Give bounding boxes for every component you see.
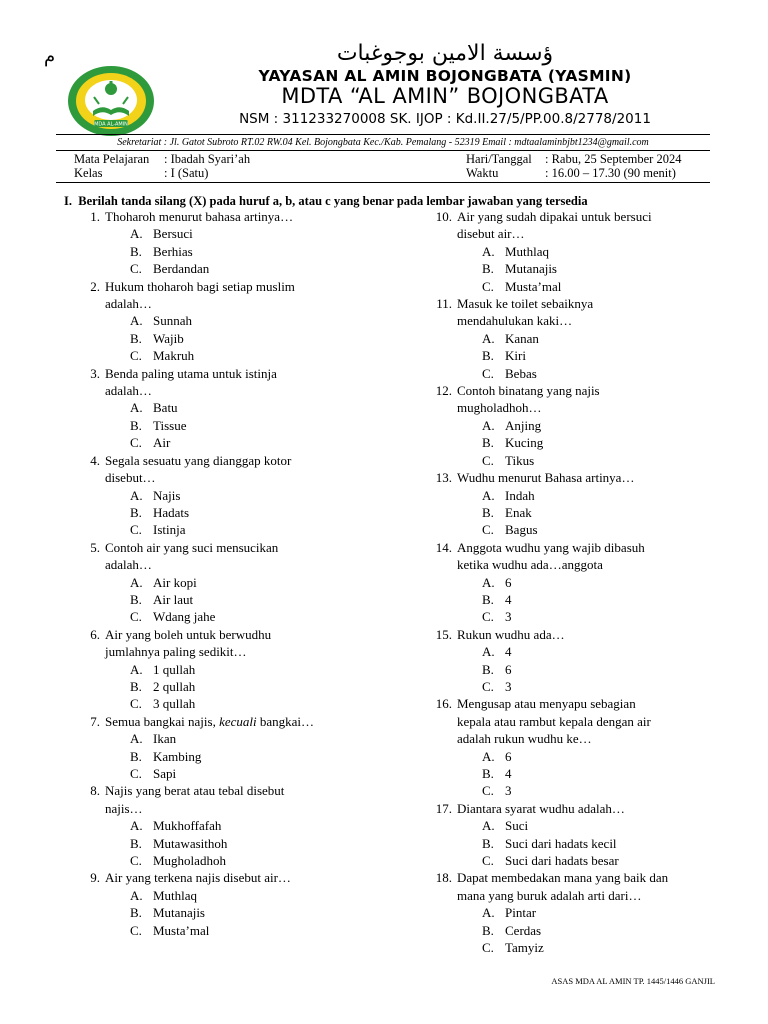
answer-options (457, 748, 722, 800)
answer-options (105, 730, 410, 782)
question-item (80, 713, 410, 783)
answer-option (482, 452, 722, 469)
option-letter: A. (482, 574, 495, 590)
option-text: 3 (505, 678, 512, 694)
option-text: Kucing (505, 435, 544, 451)
answer-options (105, 225, 410, 277)
class-row (74, 166, 208, 181)
option-text: Mutawasithoh (153, 835, 228, 851)
answer-option (130, 817, 410, 834)
option-letter: C. (482, 678, 494, 694)
question-text: disebut air… (457, 226, 525, 242)
question-text: adalah… (105, 557, 152, 573)
option-text: Bagus (505, 522, 538, 538)
option-text: 3 (505, 609, 512, 625)
option-letter: C. (482, 853, 494, 869)
question-number: 17. (435, 800, 452, 816)
answer-option (130, 887, 410, 904)
option-text: Sapi (153, 766, 177, 781)
option-letter: A. (130, 818, 143, 834)
answer-option (482, 487, 722, 504)
answer-option (482, 591, 722, 608)
date-value: : Rabu, 25 September 2024 (545, 152, 682, 166)
option-letter: A. (482, 330, 495, 346)
question-text: Semua bangkai najis, kecuali bangkai… (105, 713, 315, 729)
option-text: Najis (153, 487, 181, 503)
option-text: Makruh (153, 348, 195, 364)
answer-option (482, 278, 722, 295)
option-text: Mutanajis (153, 905, 205, 921)
answer-option (482, 434, 722, 451)
answer-options (105, 487, 410, 539)
time-value: : 16.00 – 17.30 (90 menit) (545, 166, 676, 180)
option-text: Indah (505, 487, 535, 503)
option-letter: A. (482, 417, 495, 433)
foundation-name: YAYASAN AL AMIN BOJONGBATA (YASMIN) (258, 67, 632, 85)
option-letter: C. (482, 940, 494, 956)
option-letter: C. (482, 609, 494, 625)
question-number: 8. (90, 783, 100, 799)
question-item (432, 295, 722, 382)
option-text: Muthlaq (505, 243, 550, 259)
question-text: Air yang boleh untuk berwudhu (105, 626, 272, 642)
question-number: 5. (90, 539, 100, 555)
question-text: jumlahnya paling sedikit… (105, 644, 247, 660)
option-text: Anjing (505, 417, 542, 433)
section-number: I. (64, 194, 72, 208)
question-number: 16. (435, 696, 452, 712)
question-text: Masuk ke toilet sebaiknya (457, 296, 594, 312)
option-text: Wdang jahe (153, 609, 216, 625)
school-name: MDTA “AL AMIN” BOJONGBATA (281, 84, 609, 108)
option-text: Batu (153, 400, 178, 416)
answer-option (130, 730, 410, 747)
option-letter: B. (130, 504, 142, 520)
option-text: 6 (505, 574, 512, 590)
answer-option (130, 591, 410, 608)
option-letter: C. (482, 365, 494, 381)
question-number: 2. (90, 278, 100, 294)
option-letter: C. (130, 348, 142, 364)
option-letter: B. (130, 591, 142, 607)
option-letter: A. (130, 661, 143, 677)
option-text: Istinja (153, 522, 186, 538)
emphasis-word: kecuali (219, 713, 257, 729)
answer-option (482, 748, 722, 765)
option-letter: A. (130, 313, 143, 329)
answer-option (130, 487, 410, 504)
answer-option (482, 678, 722, 695)
answer-option (130, 399, 410, 416)
option-letter: B. (130, 330, 142, 346)
question-number: 14. (435, 539, 452, 555)
option-letter: A. (130, 887, 143, 903)
option-text: Musta’mal (505, 278, 562, 294)
option-text: Bersuci (153, 226, 193, 242)
section-heading (64, 194, 588, 209)
question-text: Contoh binatang yang najis (457, 383, 600, 399)
question-item (432, 869, 722, 956)
option-letter: B. (482, 348, 494, 364)
answer-option (482, 260, 722, 277)
answer-option (130, 661, 410, 678)
option-letter: A. (482, 818, 495, 834)
question-text: Air yang terkena najis disebut air… (105, 870, 291, 886)
question-text: Contoh air yang suci mensucikan (105, 539, 279, 555)
answer-options (105, 661, 410, 713)
question-item (432, 626, 722, 696)
corner-mark: م (44, 46, 56, 66)
option-letter: C. (130, 435, 142, 451)
option-text: Tikus (505, 452, 535, 468)
time-row (466, 166, 676, 181)
question-text: adalah rukun wudhu ke… (457, 731, 592, 747)
answer-option (482, 365, 722, 382)
question-number: 18. (435, 870, 452, 886)
option-text: Air laut (153, 591, 194, 607)
option-letter: C. (130, 522, 142, 538)
answer-option (130, 225, 410, 242)
question-item (80, 278, 410, 365)
option-text: 2 qullah (153, 678, 196, 694)
question-item (80, 452, 410, 539)
answer-options (105, 817, 410, 869)
answer-option (130, 678, 410, 695)
option-text: Air kopi (153, 574, 197, 590)
question-number: 3. (90, 365, 100, 381)
question-item (432, 208, 722, 295)
option-text: Suci dari hadats kecil (505, 835, 617, 851)
answer-option (482, 347, 722, 364)
question-text: mana yang buruk adalah arti dari… (457, 887, 642, 903)
answer-option (130, 922, 410, 939)
answer-options (105, 312, 410, 364)
question-text: Segala sesuatu yang dianggap kotor (105, 452, 292, 468)
question-number: 4. (90, 452, 100, 468)
answer-option (130, 312, 410, 329)
answer-option (130, 243, 410, 260)
answer-option (482, 243, 722, 260)
question-number: 1. (90, 209, 100, 224)
questions-left-column (80, 208, 410, 939)
logo-caption: MDA AL-AMIN (94, 121, 128, 128)
option-text: Mukhoffafah (153, 818, 222, 834)
option-text: Kiri (505, 348, 526, 364)
question-number: 10. (435, 209, 452, 224)
header-divider-middle (56, 150, 710, 151)
answer-option (130, 434, 410, 451)
question-text: Benda paling utama untuk istinja (105, 365, 277, 381)
question-text: Najis yang berat atau tebal disebut (105, 783, 285, 799)
option-letter: A. (482, 243, 495, 259)
answer-option (482, 939, 722, 956)
subject-row (74, 152, 250, 167)
option-text: Tamyiz (505, 940, 544, 956)
answer-option (482, 922, 722, 939)
option-letter: B. (130, 678, 142, 694)
question-number: 15. (435, 626, 452, 642)
question-item (432, 539, 722, 626)
answer-option (482, 782, 722, 799)
question-text: Dapat membedakan mana yang baik dan (457, 870, 669, 886)
option-letter: B. (482, 261, 494, 277)
option-text: Berhias (153, 243, 193, 259)
option-text: Sunnah (153, 313, 192, 329)
section-instruction: Berilah tanda silang (X) pada huruf a, b, atau c yang benar pada lembar jawaban yang tersedia (78, 194, 588, 208)
question-number: 7. (90, 713, 100, 729)
option-letter: C. (482, 522, 494, 538)
option-text: 4 (505, 644, 512, 660)
questions-right-column (432, 208, 722, 956)
option-letter: A. (130, 400, 143, 416)
option-letter: A. (130, 574, 143, 590)
answer-option (130, 695, 410, 712)
answer-options (457, 487, 722, 539)
option-letter: A. (482, 748, 495, 764)
answer-option (130, 521, 410, 538)
option-letter: C. (130, 261, 142, 277)
answer-options (457, 243, 722, 295)
option-letter: B. (482, 435, 494, 451)
option-letter: C. (130, 853, 142, 869)
answer-option (130, 504, 410, 521)
option-text: Musta’mal (153, 922, 210, 938)
info-divider (56, 182, 710, 183)
question-item (432, 695, 722, 799)
option-letter: A. (130, 731, 143, 747)
question-number: 9. (90, 870, 100, 886)
option-letter: C. (482, 783, 494, 799)
answer-option (130, 574, 410, 591)
answer-option (130, 852, 410, 869)
option-text: Air (153, 435, 171, 451)
school-logo (66, 64, 156, 138)
answer-options (457, 817, 722, 869)
option-text: 6 (505, 661, 512, 677)
option-letter: B. (482, 591, 494, 607)
question-number: 13. (435, 470, 452, 486)
question-text: Anggota wudhu yang wajib dibasuh (457, 539, 645, 555)
question-text: Thoharoh menurut bahasa artinya… (105, 209, 294, 224)
question-item (432, 800, 722, 870)
option-text: 1 qullah (153, 661, 196, 677)
option-text: Wajib (153, 330, 184, 346)
answer-option (130, 347, 410, 364)
answer-option (130, 835, 410, 852)
option-text: Berdandan (153, 261, 210, 277)
question-number: 12. (435, 383, 452, 399)
answer-option (482, 817, 722, 834)
class-label: Kelas (74, 166, 103, 180)
question-item (80, 782, 410, 869)
question-item (80, 626, 410, 713)
subject-label: Mata Pelajaran (74, 152, 150, 166)
answer-options (457, 330, 722, 382)
option-letter: B. (130, 243, 142, 259)
answer-option (482, 661, 722, 678)
option-letter: B. (130, 417, 142, 433)
option-text: Pintar (505, 905, 537, 921)
option-letter: B. (130, 905, 142, 921)
option-text: Tissue (153, 417, 187, 433)
answer-option (482, 643, 722, 660)
option-text: Kanan (505, 330, 539, 346)
date-label: Hari/Tanggal (466, 152, 532, 166)
question-text: mendahulukan kaki… (457, 313, 573, 329)
answer-option (130, 748, 410, 765)
option-text: Enak (505, 504, 532, 520)
question-item (80, 365, 410, 452)
footer-text: ASAS MDA AL AMIN TP. 1445/1446 GANJIL (551, 976, 715, 986)
option-text: Cerdas (505, 922, 542, 938)
option-letter: B. (482, 661, 494, 677)
answer-option (482, 417, 722, 434)
option-text: Suci dari hadats besar (505, 853, 619, 869)
answer-options (457, 904, 722, 956)
option-text: Mugholadhoh (153, 853, 226, 869)
option-text: Hadats (153, 504, 190, 520)
answer-option (482, 852, 722, 869)
date-row (466, 152, 681, 167)
option-text: 6 (505, 748, 512, 764)
answer-options (105, 887, 410, 939)
time-label: Waktu (466, 166, 499, 180)
registration-numbers: NSM : 311233270008 SK. IJOP : Kd.II.27/5/PP.00.8/2778/2011 (239, 111, 651, 127)
header-divider-top (56, 134, 710, 135)
logo-emblem-icon (66, 64, 156, 138)
subject-value: : Ibadah Syari’ah (164, 152, 251, 166)
answer-option (130, 765, 410, 782)
question-text: Mengusap atau menyapu sebagian (457, 696, 636, 712)
option-letter: A. (482, 644, 495, 660)
option-letter: C. (130, 609, 142, 625)
question-text: Rukun wudhu ada… (457, 626, 565, 642)
question-item (80, 208, 410, 278)
option-letter: B. (130, 748, 142, 764)
option-letter: A. (482, 905, 495, 921)
option-text: Kambing (153, 748, 202, 764)
question-text: mugholadhoh… (457, 400, 542, 416)
answer-option (482, 574, 722, 591)
class-value: : I (Satu) (164, 166, 209, 180)
question-item (432, 382, 722, 469)
option-letter: C. (130, 922, 142, 938)
answer-options (457, 643, 722, 695)
question-text: adalah… (105, 296, 152, 312)
answer-option (482, 904, 722, 921)
answer-option (130, 260, 410, 277)
answer-option (130, 904, 410, 921)
question-text: ketika wudhu ada…anggota (457, 557, 603, 573)
answer-options (457, 417, 722, 469)
question-number: 6. (90, 626, 100, 642)
question-number: 11. (436, 296, 452, 312)
answer-option (482, 835, 722, 852)
answer-options (105, 399, 410, 451)
option-letter: A. (130, 487, 143, 503)
option-letter: B. (482, 504, 494, 520)
answer-options (105, 574, 410, 626)
question-text: disebut… (105, 470, 156, 486)
question-text: Hukum thoharoh bagi setiap muslim (105, 278, 295, 294)
option-text: Mutanajis (505, 261, 557, 277)
answer-option (130, 330, 410, 347)
option-text: 3 (505, 783, 512, 799)
question-item (80, 869, 410, 939)
option-text: 4 (505, 591, 512, 607)
option-letter: B. (130, 835, 142, 851)
question-item (432, 469, 722, 539)
question-text: Air yang sudah dipakai untuk bersuci (457, 209, 652, 224)
option-letter: C. (482, 278, 494, 294)
option-text: 3 qullah (153, 696, 196, 712)
option-letter: C. (482, 452, 494, 468)
answer-options (457, 574, 722, 626)
arabic-school-name: ؤسسة الامين بوجوغبات (336, 41, 554, 66)
option-letter: A. (130, 226, 143, 242)
answer-option (482, 504, 722, 521)
answer-option (130, 608, 410, 625)
option-text: Ikan (153, 731, 177, 747)
question-text: Wudhu menurut Bahasa artinya… (457, 470, 635, 486)
option-letter: B. (482, 835, 494, 851)
option-text: Muthlaq (153, 887, 198, 903)
answer-option (130, 417, 410, 434)
option-letter: B. (482, 922, 494, 938)
question-item (80, 539, 410, 626)
question-text: adalah… (105, 383, 152, 399)
option-text: 4 (505, 766, 512, 781)
answer-option (482, 608, 722, 625)
secretariat-address: Sekretariat : Jl. Gatot Subroto RT.02 RW.04 Kel. Bojongbata Kec./Kab. Pemalang - 52319 Email : mdtaalaminbjbt1234@gmail.com (117, 137, 649, 148)
option-letter: C. (130, 696, 142, 712)
option-text: Bebas (505, 365, 537, 381)
answer-option (482, 765, 722, 782)
option-letter: C. (130, 766, 142, 781)
option-letter: A. (482, 487, 495, 503)
question-text: Diantara syarat wudhu adalah… (457, 800, 625, 816)
answer-option (482, 521, 722, 538)
option-text: Suci (505, 818, 529, 834)
question-text: najis… (105, 800, 143, 816)
answer-option (482, 330, 722, 347)
option-letter: B. (482, 766, 494, 781)
question-text: kepala atau rambut kepala dengan air (457, 713, 651, 729)
